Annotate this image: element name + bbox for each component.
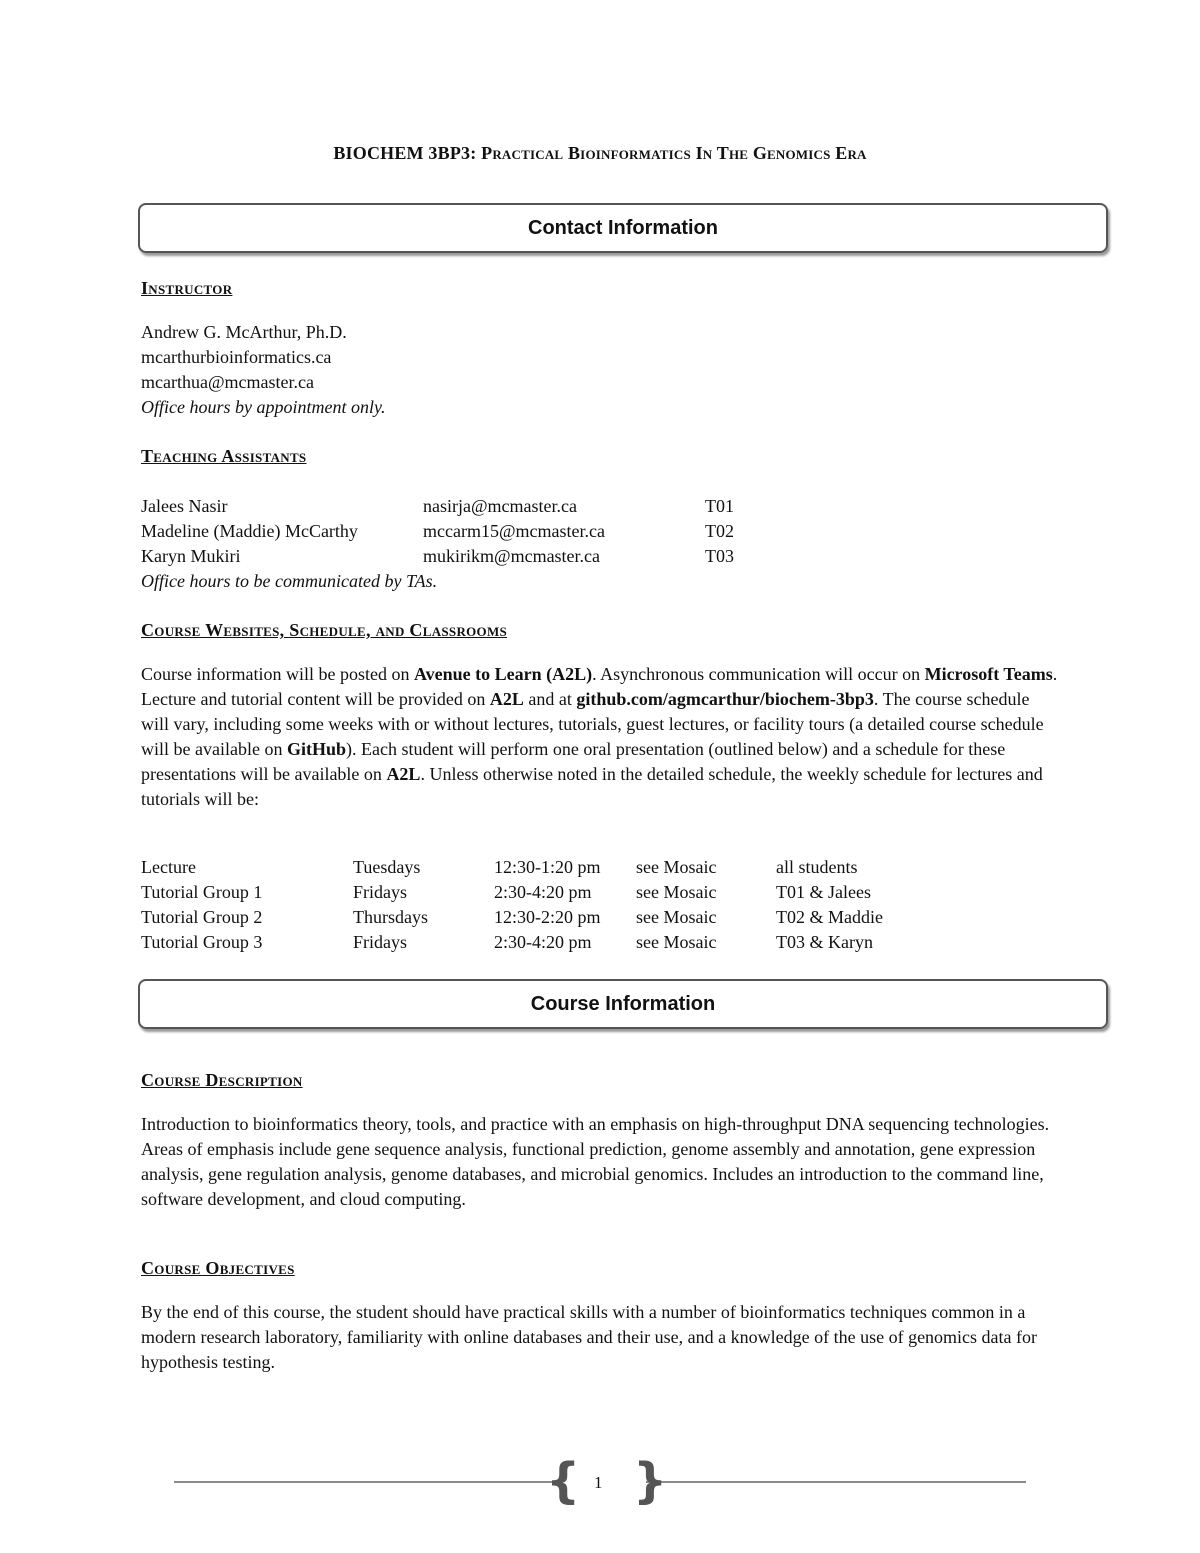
page-number: 1 <box>594 1473 603 1492</box>
github-url: github.com/agmcarthur/biochem-3bp3 <box>576 689 874 709</box>
schedule-room: see Mosaic <box>636 907 717 927</box>
course-information-header: Course Information <box>138 979 1108 1029</box>
text-run: ). Each student will perform one oral presentation (outlined below) and a schedule for these presentations will be available on <box>141 739 1006 784</box>
ta-row <box>141 544 1041 569</box>
text-run: . The course schedule will vary, including some weeks with or without lectures, tutorials, guest lectures, or facility tours (a detailed course schedule will be available on <box>141 689 1044 759</box>
text-run: . Unless otherwise noted in the detailed schedule, the weekly schedule for lectures and tutorials will be: <box>141 764 1043 809</box>
instructor-email: mcarthua@mcmaster.ca <box>141 372 314 392</box>
ta-email: mccarm15@mcmaster.ca <box>423 521 605 541</box>
teaching-assistants-heading: Teaching Assistants <box>141 446 307 466</box>
schedule-row <box>141 905 1041 930</box>
course-objectives-heading: Course Objectives <box>141 1258 295 1278</box>
schedule-room: see Mosaic <box>636 882 717 902</box>
ta-name: Karyn Mukiri <box>141 546 241 566</box>
schedule-who: T03 & Karyn <box>776 932 873 952</box>
ta-row <box>141 494 1041 519</box>
document-title <box>0 143 1200 164</box>
schedule-who: T02 & Maddie <box>776 907 883 927</box>
title-course-code: BIOCHEM 3BP3: <box>333 143 482 163</box>
instructor-name: Andrew G. McArthur, Ph.D. <box>141 322 347 342</box>
ta-email: nasirja@mcmaster.ca <box>423 496 578 516</box>
left-brace-icon: { <box>546 1453 581 1509</box>
footer-rule-left <box>174 1481 556 1483</box>
ta-name: Jalees Nasir <box>141 496 228 516</box>
text-run: . Lecture and tutorial content will be provided on <box>141 664 1058 709</box>
schedule-type: Tutorial Group 1 <box>141 882 263 902</box>
contact-information-header: Contact Information <box>138 203 1108 253</box>
ta-group: T01 <box>705 496 734 516</box>
course-description-text: Introduction to bioinformatics theory, tools, and practice with an emphasis on high-throughput DNA sequencing technologies. Areas of emphasis include gene sequence analysis, functional prediction, genome assembly and annotation, gene expression analysis, gene regulation analysis, genome databases, and microbial genomics. Includes an introduction to the command line, software development, and cloud computing. <box>141 1114 1050 1209</box>
teams-name: Microsoft Teams <box>924 664 1053 684</box>
schedule-day: Thursdays <box>353 907 428 927</box>
schedule-who: T01 & Jalees <box>776 882 871 902</box>
schedule-row <box>141 855 1041 880</box>
schedule-type: Lecture <box>141 857 196 877</box>
schedule-room: see Mosaic <box>636 857 717 877</box>
schedule-type: Tutorial Group 2 <box>141 907 263 927</box>
a2l-name: Avenue to Learn (A2L) <box>413 664 593 684</box>
ta-email: mukirikm@mcmaster.ca <box>423 546 601 566</box>
course-description-heading: Course Description <box>141 1070 303 1090</box>
course-websites-paragraph <box>141 662 1061 812</box>
text-run: . Asynchronous communication will occur on <box>592 664 925 684</box>
schedule-time: 2:30-4:20 pm <box>494 932 592 952</box>
instructor-website: mcarthurbioinformatics.ca <box>141 347 332 367</box>
ta-name: Madeline (Maddie) McCarthy <box>141 521 358 541</box>
schedule-day: Fridays <box>353 932 407 952</box>
footer-rule-right <box>646 1481 1026 1483</box>
schedule-day: Tuesdays <box>353 857 421 877</box>
ta-group: T03 <box>705 546 734 566</box>
instructor-office-hours: Office hours by appointment only. <box>141 397 386 417</box>
instructor-heading: Instructor <box>141 278 233 298</box>
course-objectives-text: By the end of this course, the student should have practical skills with a number of bioinformatics techniques common in a modern research laboratory, familiarity with online databases and their use, and a knowledge of the use of genomics data for hypothesis testing. <box>141 1302 1038 1372</box>
ta-group: T02 <box>705 521 734 541</box>
ta-row <box>141 519 1041 544</box>
schedule-time: 2:30-4:20 pm <box>494 882 592 902</box>
schedule-row <box>141 880 1041 905</box>
schedule-type: Tutorial Group 3 <box>141 932 263 952</box>
schedule-room: see Mosaic <box>636 932 717 952</box>
a2l-short: A2L <box>386 764 421 784</box>
course-websites-heading: Course Websites, Schedule, and Classrooms <box>141 620 508 640</box>
text-run: Course information will be posted on <box>141 664 414 684</box>
schedule-time: 12:30-2:20 pm <box>494 907 601 927</box>
schedule-row <box>141 930 1041 955</box>
text-run: and at <box>523 689 577 709</box>
right-brace-icon: } <box>633 1453 668 1509</box>
a2l-short: A2L <box>489 689 524 709</box>
github-name: GitHub <box>286 739 346 759</box>
schedule-who: all students <box>776 857 858 877</box>
schedule-day: Fridays <box>353 882 407 902</box>
schedule-time: 12:30-1:20 pm <box>494 857 601 877</box>
ta-office-hours: Office hours to be communicated by TAs. <box>141 571 438 591</box>
title-course-name: Practical Bioinformatics In The Genomics Era <box>481 143 867 163</box>
